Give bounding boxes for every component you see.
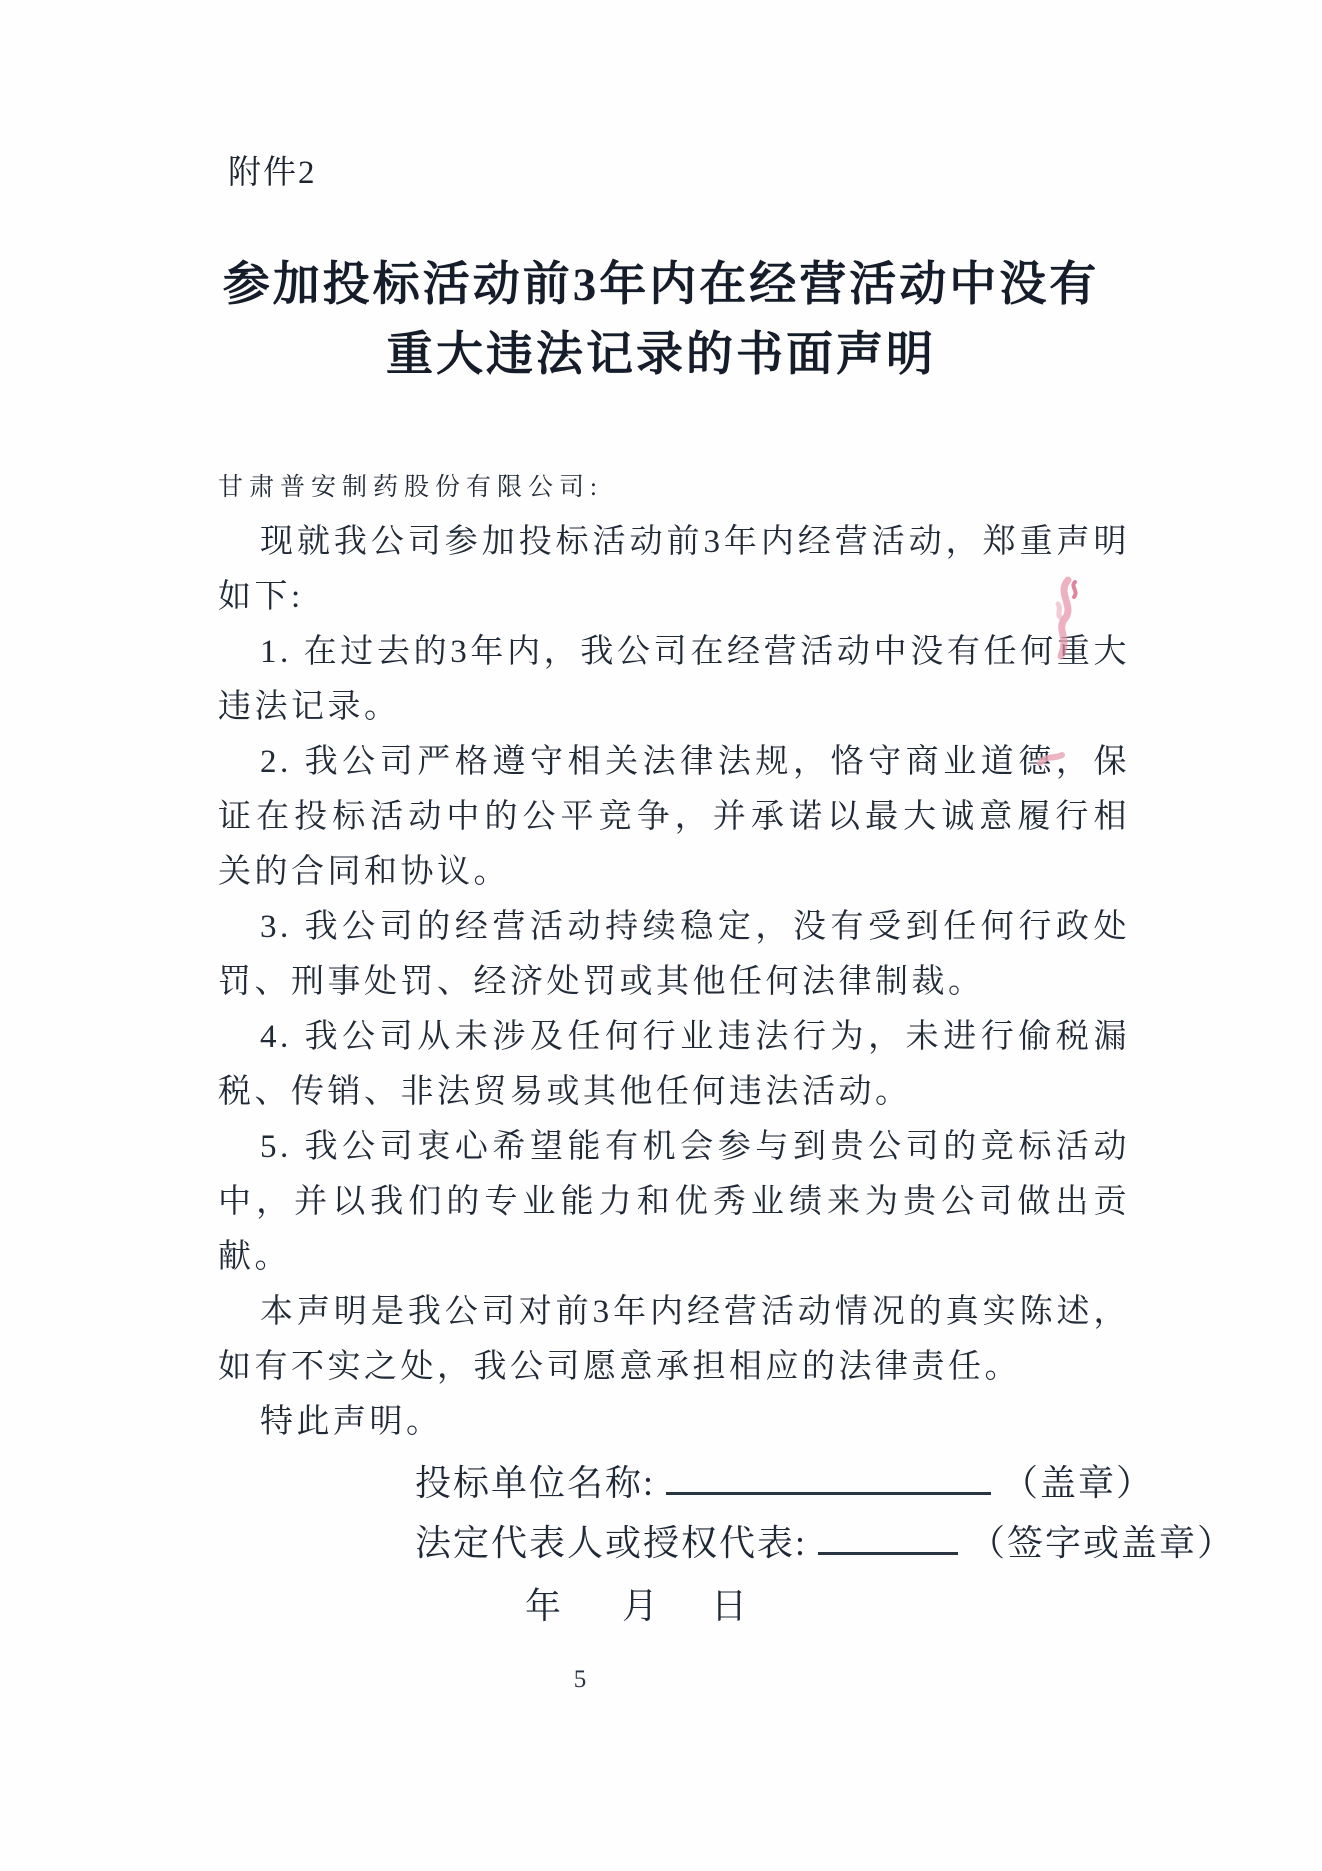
hereby-declared-line: 特此声明。	[260, 1404, 443, 1440]
date-day-label: 日	[711, 1586, 750, 1626]
legal-representative-label: 法定代表人或授权代表:	[415, 1523, 808, 1563]
legal-representative-row	[415, 1512, 1235, 1572]
signature-block	[415, 1452, 1235, 1636]
date-year-label: 年	[525, 1586, 564, 1626]
closing-statement-paragraph: 本声明是我公司对前3年内经营活动情况的真实陈述，如有不实之处，我公司愿意承担相应的法律责任。	[218, 1294, 1130, 1385]
bidder-name-blank-line	[666, 1452, 991, 1495]
legal-representative-blank-line	[818, 1512, 958, 1555]
declaration-item-4: 4. 我公司从未涉及任何行业违法行为，未进行偷税漏税、传销、非法贸易或其他任何违法活动。	[218, 1019, 1130, 1110]
page-number: 5	[573, 1666, 587, 1693]
document-title-line-2: 重大违法记录的书面声明	[386, 329, 936, 381]
attachment-number-label: 附件2	[228, 155, 317, 191]
bidder-name-row	[415, 1452, 1235, 1512]
salutation-company-name: 甘肃普安制药股份有限公司:	[218, 474, 603, 501]
declaration-item-3: 3. 我公司的经营活动持续稳定，没有受到任何行政处罚、刑事处罚、经济处罚或其他任何法律制裁。	[218, 909, 1130, 1000]
bidder-seal-note: （盖章）	[1002, 1463, 1155, 1503]
signature-or-seal-note: （签字或盖章）	[969, 1523, 1236, 1563]
date-month-label: 月	[622, 1586, 661, 1626]
declaration-item-2: 2. 我公司严格遵守相关法律法规，恪守商业道德，保证在投标活动中的公平竞争，并承诺以最大诚意履行相关的合同和协议。	[218, 744, 1130, 890]
document-title-line-1: 参加投标活动前3年内在经营活动中没有	[222, 259, 1100, 311]
declaration-item-5: 5. 我公司衷心希望能有机会参与到贵公司的竞标活动中，并以我们的专业能力和优秀业绩来为贵公司做出贡献。	[218, 1129, 1130, 1275]
date-row	[415, 1576, 1235, 1636]
document-title	[0, 250, 1322, 390]
declaration-body	[218, 460, 1130, 1450]
bidder-name-label: 投标单位名称:	[415, 1463, 656, 1503]
paragraph-intro: 现就我公司参加投标活动前3年内经营活动，郑重声明如下:	[218, 524, 1130, 615]
declaration-item-1: 1. 在过去的3年内，我公司在经营活动中没有任何重大违法记录。	[218, 634, 1130, 725]
